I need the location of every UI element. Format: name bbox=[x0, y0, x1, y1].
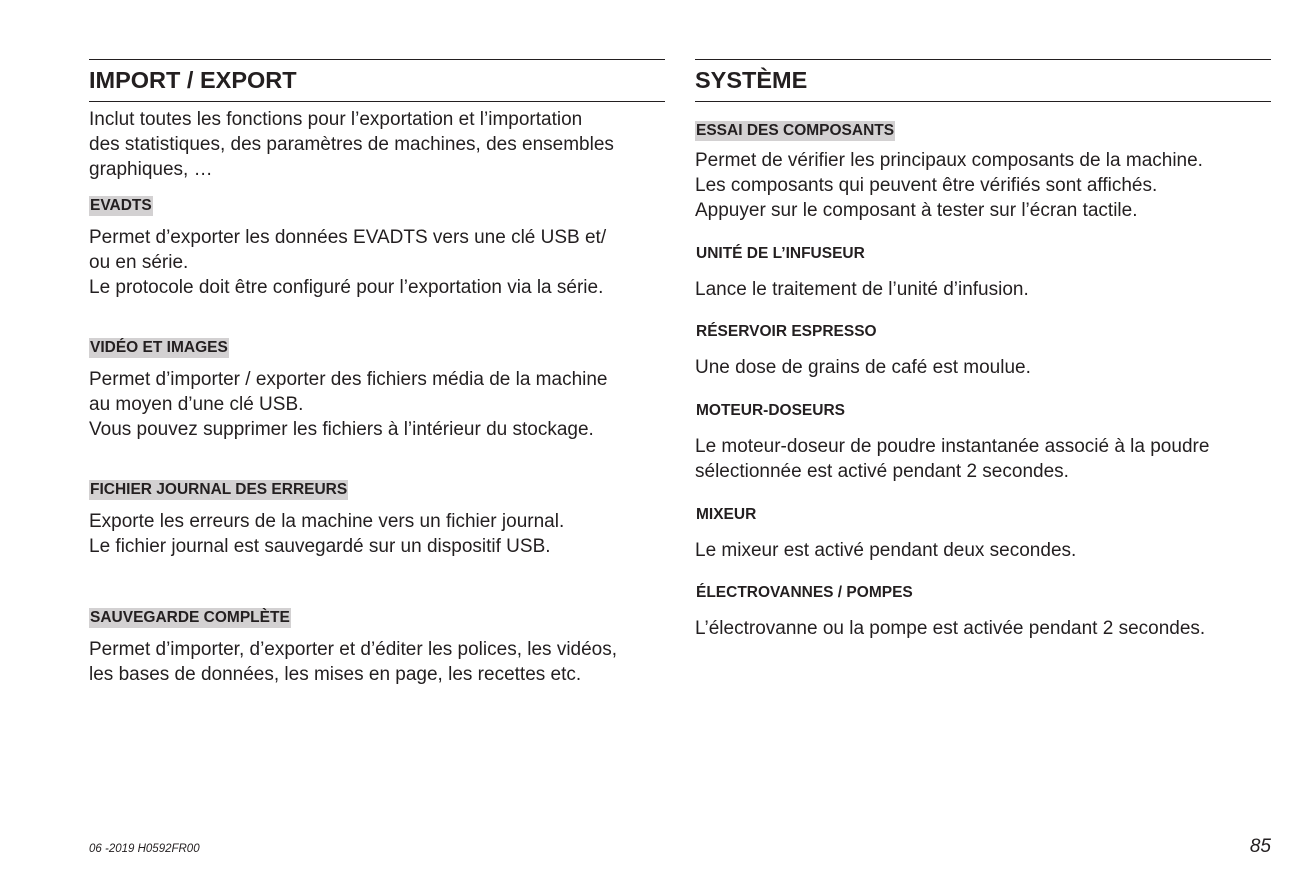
subsection-heading: EVADTS bbox=[90, 197, 152, 214]
import-export-column bbox=[89, 59, 665, 685]
component-heading: MOTEUR-DOSEURS bbox=[696, 402, 845, 419]
component-dosing-motors bbox=[695, 401, 1271, 484]
component-valves-pumps bbox=[695, 583, 1271, 641]
component-brew-unit bbox=[695, 244, 1271, 302]
subsection-full-backup bbox=[89, 608, 665, 687]
subsection-heading: ESSAI DES COMPOSANTS bbox=[696, 122, 895, 139]
body-line: Le protocole doit être configuré pour l’exportation via la série. bbox=[89, 277, 604, 298]
subsection-video-images bbox=[89, 338, 665, 442]
system-column bbox=[695, 59, 1271, 639]
intro-line: des statistiques, des paramètres de machines, des ensembles bbox=[89, 134, 614, 155]
intro-line: Inclut toutes les fonctions pour l’exportation et l’importation bbox=[89, 109, 583, 130]
section-title-system: SYSTÈME bbox=[695, 59, 1271, 102]
subsection-heading: SAUVEGARDE COMPLÈTE bbox=[90, 609, 290, 626]
body-line: Le moteur-doseur de poudre instantanée associé à la poudre bbox=[695, 436, 1210, 457]
body-line: ou en série. bbox=[89, 252, 189, 273]
component-espresso-tank bbox=[695, 322, 1271, 380]
subsection-heading: VIDÉO ET IMAGES bbox=[90, 339, 228, 356]
page-number: 85 bbox=[1249, 836, 1271, 857]
body-line: Une dose de grains de café est moulue. bbox=[695, 357, 1031, 378]
body-line: Permet de vérifier les principaux composants de la machine. bbox=[695, 150, 1203, 171]
document-code: 06 -2019 H0592FR00 bbox=[89, 843, 200, 855]
subsection-heading: FICHIER JOURNAL DES ERREURS bbox=[90, 481, 348, 498]
body-line: Vous pouvez supprimer les fichiers à l’intérieur du stockage. bbox=[89, 419, 594, 440]
intro-paragraph bbox=[89, 107, 665, 182]
body-line: Lance le traitement de l’unité d’infusion. bbox=[695, 279, 1029, 300]
body-line: L’électrovanne ou la pompe est activée pendant 2 secondes. bbox=[695, 618, 1206, 639]
intro-line: graphiques, … bbox=[89, 159, 213, 180]
component-heading: MIXEUR bbox=[696, 506, 757, 523]
section-title-import-export: IMPORT / EXPORT bbox=[89, 59, 665, 102]
body-line: Permet d’importer, d’exporter et d’éditer les polices, les vidéos, bbox=[89, 639, 618, 660]
body-line: Le fichier journal est sauvegardé sur un dispositif USB. bbox=[89, 536, 551, 557]
subsection-evadts bbox=[89, 196, 665, 300]
body-line: Permet d’importer / exporter des fichiers média de la machine bbox=[89, 369, 608, 390]
body-line: sélectionnée est activé pendant 2 secondes. bbox=[695, 461, 1069, 482]
component-mixer bbox=[695, 505, 1271, 563]
component-heading: RÉSERVOIR ESPRESSO bbox=[696, 323, 877, 340]
body-line: au moyen d’une clé USB. bbox=[89, 394, 304, 415]
body-line: Exporte les erreurs de la machine vers un fichier journal. bbox=[89, 511, 565, 532]
body-line: les bases de données, les mises en page, les recettes etc. bbox=[89, 664, 582, 685]
subsection-error-log bbox=[89, 480, 665, 559]
component-heading: ÉLECTROVANNES / POMPES bbox=[696, 584, 913, 601]
body-line: Appuyer sur le composant à tester sur l’écran tactile. bbox=[695, 200, 1138, 221]
body-line: Permet d’exporter les données EVADTS vers une clé USB et/ bbox=[89, 227, 607, 248]
subsection-component-test bbox=[695, 121, 1271, 223]
body-line: Le mixeur est activé pendant deux secondes. bbox=[695, 540, 1077, 561]
body-line: Les composants qui peuvent être vérifiés sont affichés. bbox=[695, 175, 1158, 196]
component-heading: UNITÉ DE L’INFUSEUR bbox=[696, 245, 865, 262]
